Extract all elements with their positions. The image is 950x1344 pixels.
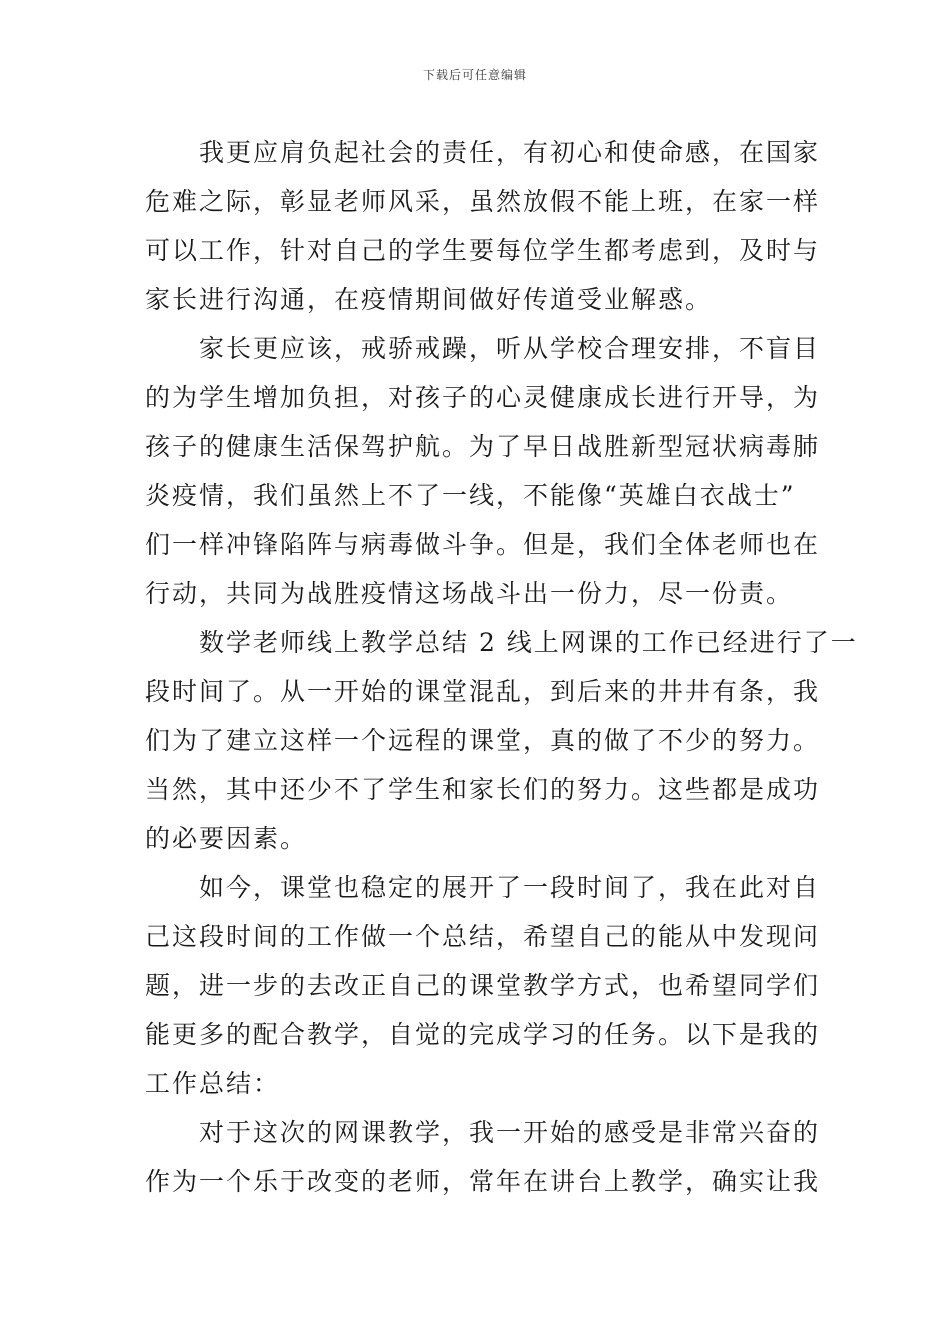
text-line: 们为了建立这样一个远程的课堂，真的做了不少的努力。: [145, 726, 821, 755]
text-line: 家长进行沟通，在疫情期间做好传道受业解惑。: [145, 285, 713, 314]
text-line: 危难之际，彰显老师风采，虽然放假不能上班，在家一样: [145, 187, 821, 216]
text-line: 己这段时间的工作做一个总结，希望自己的能从中发现问: [145, 922, 821, 951]
text-line: 段时间了。从一开始的课堂混乱，到后来的井井有条，我: [145, 677, 821, 706]
text-line: 们一样冲锋陷阵与病毒做斗争。但是，我们全体老师也在: [145, 530, 821, 559]
text-line: 孩子的健康生活保驾护航。为了早日战胜新型冠状病毒肺: [145, 432, 821, 461]
text-line: 如今，课堂也稳定的展开了一段时间了，我在此对自: [199, 873, 821, 902]
text-line: 我更应肩负起社会的责任，有初心和使命感，在国家: [199, 138, 821, 167]
text-line: 当然，其中还少不了学生和家长们的努力。这些都是成功: [145, 775, 821, 804]
text-line: 的为学生增加负担，对孩子的心灵健康成长进行开导，为: [145, 383, 821, 412]
text-line: 工作总结：: [145, 1069, 281, 1098]
text-line: 数学老师线上教学总结 2 线上网课的工作已经进行了一: [199, 628, 858, 657]
text-line: 能更多的配合教学，自觉的完成学习的任务。以下是我的: [145, 1020, 821, 1049]
text-line: 可以工作，针对自己的学生要每位学生都考虑到，及时与: [145, 236, 821, 265]
text-line: 对于这次的网课教学，我一开始的感受是非常兴奋的: [199, 1118, 821, 1147]
header-note: 下载后可任意编辑: [422, 68, 527, 82]
document-body: [145, 128, 858, 1206]
text-line: 炎疫情，我们虽然上不了一线，不能像“英雄白衣战士”: [145, 481, 796, 510]
text-line: 的必要因素。: [145, 824, 308, 853]
text-line: 行动，共同为战胜疫情这场战斗出一份力，尽一份责。: [145, 579, 794, 608]
text-line: 作为一个乐于改变的老师，常年在讲台上教学，确实让我: [145, 1167, 821, 1196]
text-line: 家长更应该，戒骄戒躁，听从学校合理安排，不盲目: [199, 334, 821, 363]
text-line: 题，进一步的去改正自己的课堂教学方式，也希望同学们: [145, 971, 821, 1000]
